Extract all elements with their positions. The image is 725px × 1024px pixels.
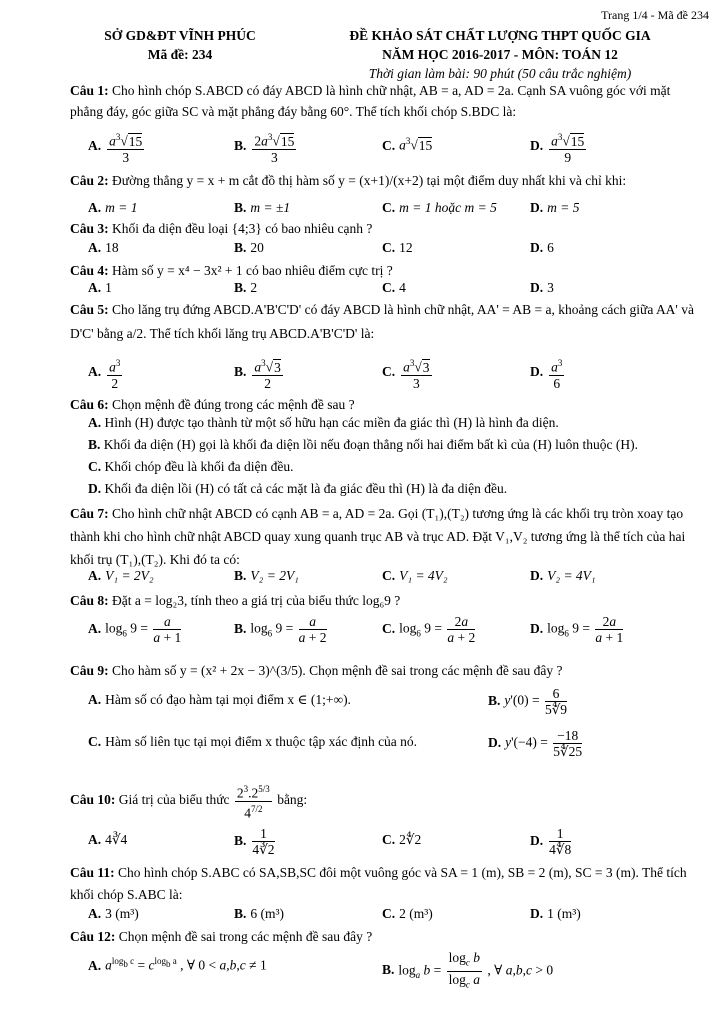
question-text: Hàm số y = x⁴ − 3x² + 1 có bao nhiêu điểm cực trị ? — [112, 263, 393, 278]
option-a[interactable]: A. $a^{log_b c} = c^{log_b a}$ , ∀ 0 < a,b,c ≠ 1 — [88, 956, 267, 973]
options-q9-row1 — [88, 686, 708, 724]
option-c[interactable]: C. 2∜2 — [382, 832, 422, 847]
question-text: Cho hình chữ nhật ABCD có cạnh AB = a, AD = 2a. Gọi (T₁),(T₂) tương ứng là các khối trụ tròn xoay tạo thành khi cho hình chữ nhật ABCD quay xung quanh trục AB và trục AD. Đặt V₁,V₂ tương ứng là thể tích của hai khối trụ (T₁),(T₂). Khi đó ta có: — [70, 506, 686, 567]
option-d[interactable]: D. $\log_6 9$ = $\frac{2a}{a + 1}$ — [530, 614, 624, 645]
option-a[interactable]: A. 1 — [88, 280, 112, 295]
option-a[interactable]: A. 18 — [88, 240, 119, 255]
question-text: Chọn mệnh đề đúng trong các mệnh đề sau ? — [112, 397, 355, 412]
options-q5 — [88, 356, 708, 394]
option-c[interactable]: C. Hàm số liên tục tại mọi điểm x thuộc tập xác định của nó. — [88, 734, 418, 749]
option-b[interactable]: B. $\frac{a^3√3}{2}$ — [234, 358, 281, 391]
question-text: Khối đa diện đều loại {4;3} có bao nhiêu cạnh ? — [112, 221, 373, 236]
question-1: Câu 1: Cho hình chóp S.ABCD có đáy ABCD là hình chữ nhật, AB = a, AD = 2a. Cạnh SA vuông góc với mặt phẳng đáy, góc giữa SC và mặt phẳng đáy bằng 60°. Thể tích khối chóp S.BDC là: — [70, 83, 671, 119]
option-b[interactable]: B. y'(0) = $\frac{6}{5∜9}$ — [488, 686, 568, 717]
expression: $\frac{2^3.2^{5/3}}{4^{7/2}}$ — [236, 784, 270, 820]
option-c[interactable]: C. $a^3√15$ — [382, 136, 433, 153]
option-a[interactable]: A. m = 1 — [88, 200, 138, 215]
option-d[interactable]: D. 3 — [530, 280, 554, 295]
option-b[interactable]: B. $\log_a b$ = $\frac{\log_c b}{\log_c a}$ , ∀ a,b,c > 0 — [382, 950, 554, 990]
option-b[interactable]: B. 20 — [234, 240, 264, 255]
options-q7 — [88, 568, 708, 590]
option-d[interactable]: D. y'(−4) = $\frac{-18}{5∜25}$ — [488, 728, 583, 759]
options-q8 — [88, 614, 708, 652]
option-c[interactable]: C. $\log_6 9$ = $\frac{2a}{a + 2}$ — [382, 614, 476, 645]
option-d[interactable]: D. 6 — [530, 240, 554, 255]
question-9: Câu 9: Cho hàm số y = (x² + 2x − 3)^(3/5). Chọn mệnh đề sai trong các mệnh đề sau đây ? — [70, 663, 563, 678]
option-c[interactable]: C. $\frac{a^3√3}{3}$ — [382, 358, 430, 391]
question-5: Câu 5: Cho lăng trụ đứng ABCD.A'B'C'D' có đáy ABCD là hình chữ nhật, AA' = AB = a, khoảng cách giữa AA' và D'C' bằng a/2. Thể tích khối lăng trụ ABCD.A'B'C'D' là: — [70, 302, 694, 341]
option-d[interactable]: D. m = 5 — [530, 200, 580, 215]
question-text: Đặt a = log₂3, tính theo a giá trị của biểu thức log₆9 ? — [112, 593, 401, 608]
options-q10 — [88, 826, 708, 864]
option-d[interactable]: D. $\frac{1}{4∜8}$ — [530, 826, 572, 857]
page-label: Trang 1/4 - Mã đề 234 — [601, 8, 709, 22]
option-c[interactable]: C. Khối chóp đều là khối đa diện đều. — [88, 459, 294, 474]
question-text: Cho hình chóp S.ABC có SA,SB,SC đôi một vuông góc và SA = 1 (m), SB = 2 (m), SC = 3 (m). Thể tích khối chóp S.ABC là: — [70, 865, 687, 902]
question-6: Câu 6: Chọn mệnh đề đúng trong các mệnh đề sau ? — [70, 397, 355, 412]
question-2: Câu 2: Đường thẳng y = x + m cắt đồ thị hàm số y = (x+1)/(x+2) tại một điểm duy nhất khi và chỉ khi: — [70, 173, 627, 188]
exam-time: Thời gian làm bài: 90 phút (50 câu trắc nghiệm) — [368, 66, 632, 81]
options-q6 — [88, 412, 708, 500]
options-q9-row2 — [88, 728, 708, 766]
option-b[interactable]: B. $\frac{2a^3√15}{3}$ — [234, 132, 295, 165]
option-b[interactable]: B. 6 (m³) — [234, 906, 285, 921]
header-left — [80, 26, 280, 64]
question-text: Đường thẳng y = x + m cắt đồ thị hàm số y = (x+1)/(x+2) tại một điểm duy nhất khi và chỉ khi: — [112, 173, 627, 188]
option-a[interactable]: A. Hình (H) được tạo thành từ một số hữu hạn các miền đa giác thì (H) là hình đa diện. — [88, 415, 559, 430]
options-q12 — [88, 950, 708, 988]
question-text: Cho hàm số y = (x² + 2x − 3)^(3/5). Chọn mệnh đề sai trong các mệnh đề sau đây ? — [112, 663, 563, 678]
question-text: Cho hình chóp S.ABCD có đáy ABCD là hình chữ nhật, AB = a, AD = 2a. Cạnh SA vuông góc với mặt phẳng đáy, góc giữa SC và mặt phẳng đáy bằng 60°. Thể tích khối chóp S.BDC là: — [70, 83, 671, 119]
header-right — [300, 26, 700, 83]
options-q11 — [88, 906, 708, 928]
question-11: Câu 11: Cho hình chóp S.ABC có SA,SB,SC đôi một vuông góc và SA = 1 (m), SB = 2 (m), SC = 3 (m). Thể tích khối chóp S.ABC là: — [70, 865, 687, 902]
dept-name: SỞ GD&ĐT VĨNH PHÚC — [104, 28, 256, 43]
question-12: Câu 12: Chọn mệnh đề sai trong các mệnh đề sau đây ? — [70, 929, 373, 944]
option-b[interactable]: B. Khối đa diện (H) gọi là khối đa diện lồi nếu đoạn thẳng nối hai điểm bất kì của (H) luôn thuộc (H). — [88, 437, 639, 452]
options-q1 — [88, 126, 708, 165]
exam-code: Mã đề: 234 — [147, 47, 213, 62]
options-q3 — [88, 240, 708, 262]
question-text: Chọn mệnh đề sai trong các mệnh đề sau đây ? — [118, 929, 373, 944]
option-c[interactable]: C. 4 — [382, 280, 406, 295]
option-a[interactable]: A. Hàm số có đạo hàm tại mọi điểm x ∈ (1;+∞). — [88, 692, 351, 707]
question-text: Cho lăng trụ đứng ABCD.A'B'C'D' có đáy ABCD là hình chữ nhật, AA' = AB = a, khoảng cách giữa AA' và D'C' bằng a/2. Thể tích khối lăng trụ ABCD.A'B'C'D' là: — [70, 302, 694, 341]
option-d[interactable]: D. 1 (m³) — [530, 906, 581, 921]
option-a[interactable]: A. $\frac{a^3}{2}$ — [88, 358, 121, 391]
option-d[interactable]: D. $\frac{a^3√15}{9}$ — [530, 132, 585, 165]
question-8: Câu 8: Đặt a = log₂3, tính theo a giá trị của biểu thức log₆9 ? — [70, 593, 401, 608]
option-c[interactable]: C. m = 1 hoặc m = 5 — [382, 200, 497, 215]
option-a[interactable]: A. $\log_6 9$ = $\frac{a}{a + 1}$ — [88, 614, 182, 645]
question-7: Câu 7: Cho hình chữ nhật ABCD có cạnh AB = a, AD = 2a. Gọi (T₁),(T₂) tương ứng là các khối trụ tròn xoay tạo thành khi cho hình chữ nhật ABCD quay xung quanh trục AB và trục AD. Đặt V₁,V₂ tương ứng là thể tích của hai khối trụ (T₁),(T₂). Khi đó ta có: — [70, 506, 686, 567]
option-a[interactable]: A. 3 (m³) — [88, 906, 139, 921]
option-c[interactable]: C. V₁ = 4V₂ — [382, 568, 448, 583]
question-4: Câu 4: Hàm số y = x⁴ − 3x² + 1 có bao nhiêu điểm cực trị ? — [70, 263, 393, 278]
question-text: Giá trị của biểu thức — [118, 792, 230, 808]
option-b[interactable]: B. V₂ = 2V₁ — [234, 568, 299, 583]
option-d[interactable]: D. $\frac{a^3}{6}$ — [530, 358, 563, 391]
option-a[interactable]: A. $\frac{a^3√15}{3}$ — [88, 132, 143, 165]
exam-title: ĐỀ KHẢO SÁT CHẤT LƯỢNG THPT QUỐC GIA — [349, 28, 651, 43]
option-a[interactable]: A. 4∛4 — [88, 832, 128, 847]
option-b[interactable]: B. $\log_6 9$ = $\frac{a}{a + 2}$ — [234, 614, 327, 645]
option-b[interactable]: B. 2 — [234, 280, 258, 295]
option-d[interactable]: D. Khối đa diện lồi (H) có tất cả các mặt là đa giác đều thì (H) là đa diện đều. — [88, 481, 508, 496]
question-3: Câu 3: Khối đa diện đều loại {4;3} có bao nhiêu cạnh ? — [70, 221, 373, 236]
option-a[interactable]: A. V₁ = 2V₂ — [88, 568, 154, 583]
option-b[interactable]: B. $\frac{1}{4∛2}$ — [234, 826, 275, 857]
option-c[interactable]: C. 12 — [382, 240, 413, 255]
option-b[interactable]: B. m = ±1 — [234, 200, 291, 215]
option-d[interactable]: D. V₂ = 4V₁ — [530, 568, 596, 583]
question-10: Câu 10: Giá trị của biểu thức $\frac{2^3.2^{5/3}}{4^{7/2}}$ bằng: — [70, 784, 308, 820]
exam-year: NĂM HỌC 2016-2017 - MÔN: TOÁN 12 — [382, 47, 618, 62]
option-c[interactable]: C. 2 (m³) — [382, 906, 433, 921]
